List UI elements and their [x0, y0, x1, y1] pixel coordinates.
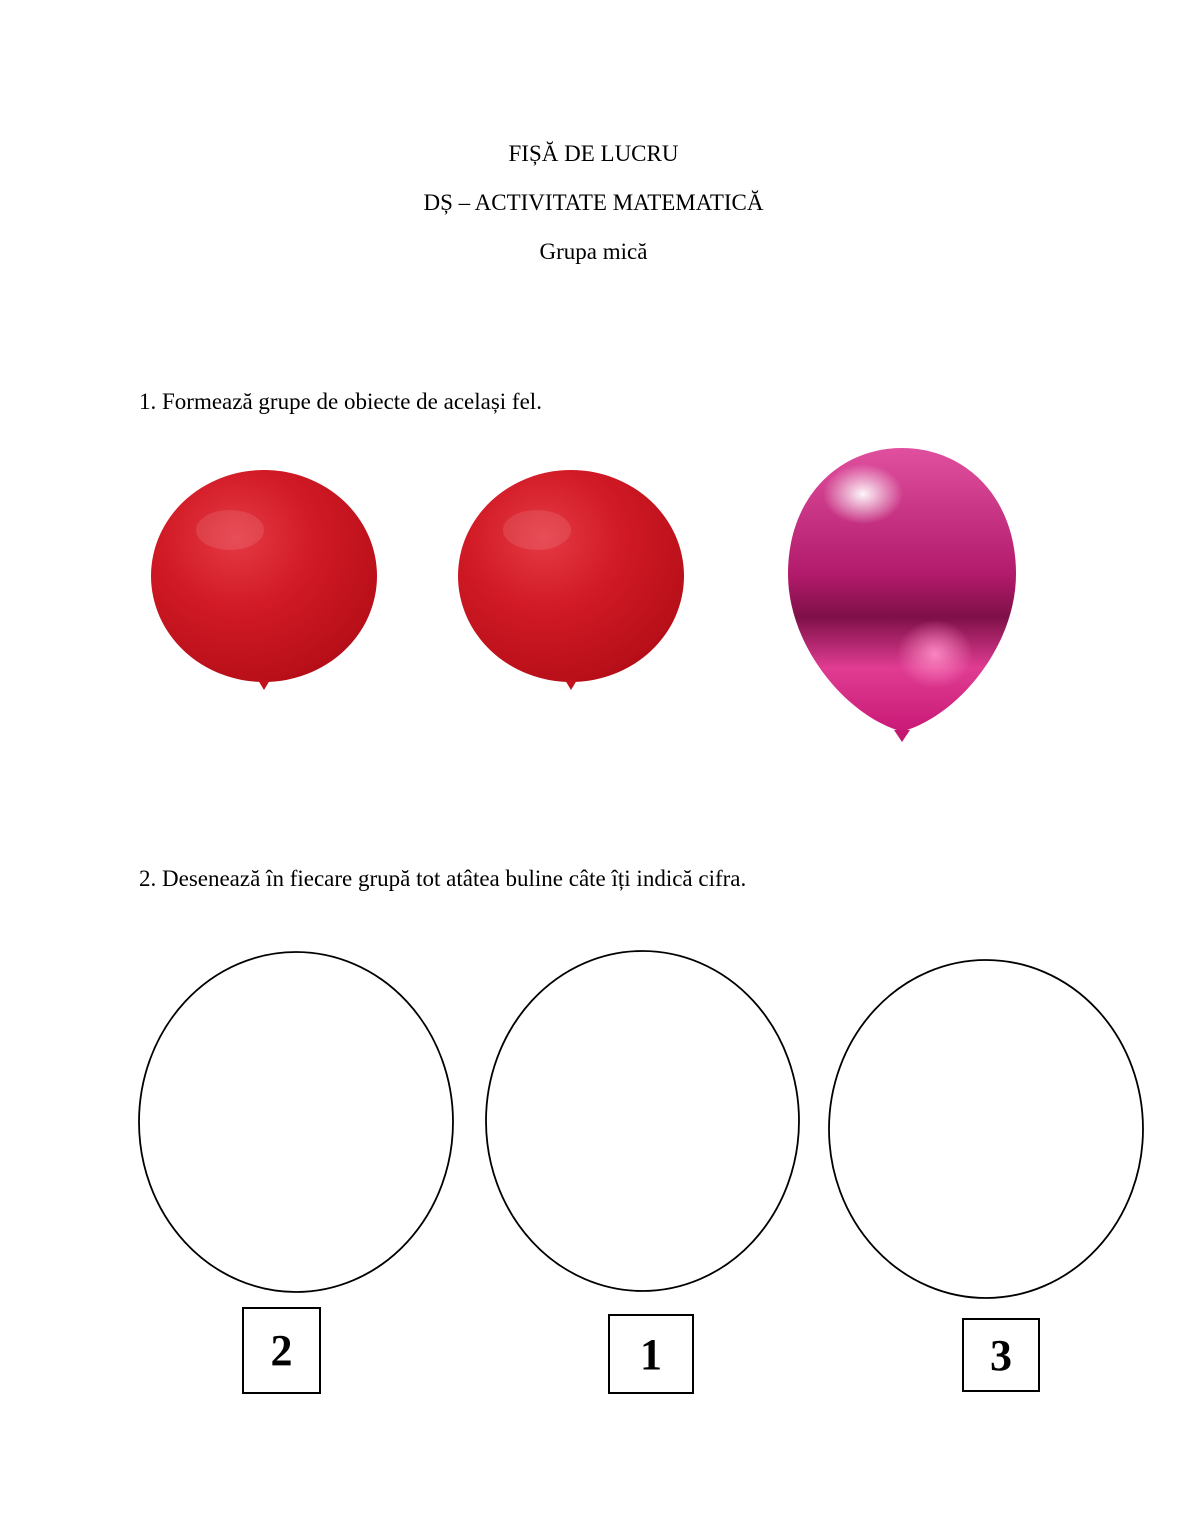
exercise-2-instruction: 2. Desenează în fiecare grupă tot atâtea buline câte îți indică cifra.	[139, 866, 747, 891]
red-balloon-icon	[455, 468, 687, 696]
worksheet-title: FIȘĂ DE LUCRU	[508, 141, 679, 166]
activity-subtitle: DȘ – ACTIVITATE MATEMATICĂ	[423, 190, 764, 215]
group-label: Grupa mică	[539, 239, 648, 264]
number-label: 2	[270, 1326, 293, 1375]
number-label: 3	[990, 1330, 1012, 1380]
number-box	[962, 1318, 1040, 1392]
number-label: 1	[640, 1329, 662, 1379]
pink-balloon-icon	[785, 444, 1019, 746]
red-balloon-icon	[148, 468, 380, 696]
drawing-circle[interactable]	[137, 950, 455, 1294]
exercise-1-instruction: 1. Formează grupe de obiecte de același fel.	[139, 389, 542, 414]
drawing-circle[interactable]	[484, 949, 801, 1293]
drawing-circle[interactable]	[827, 958, 1145, 1300]
number-box	[608, 1314, 694, 1394]
number-box	[242, 1307, 321, 1394]
